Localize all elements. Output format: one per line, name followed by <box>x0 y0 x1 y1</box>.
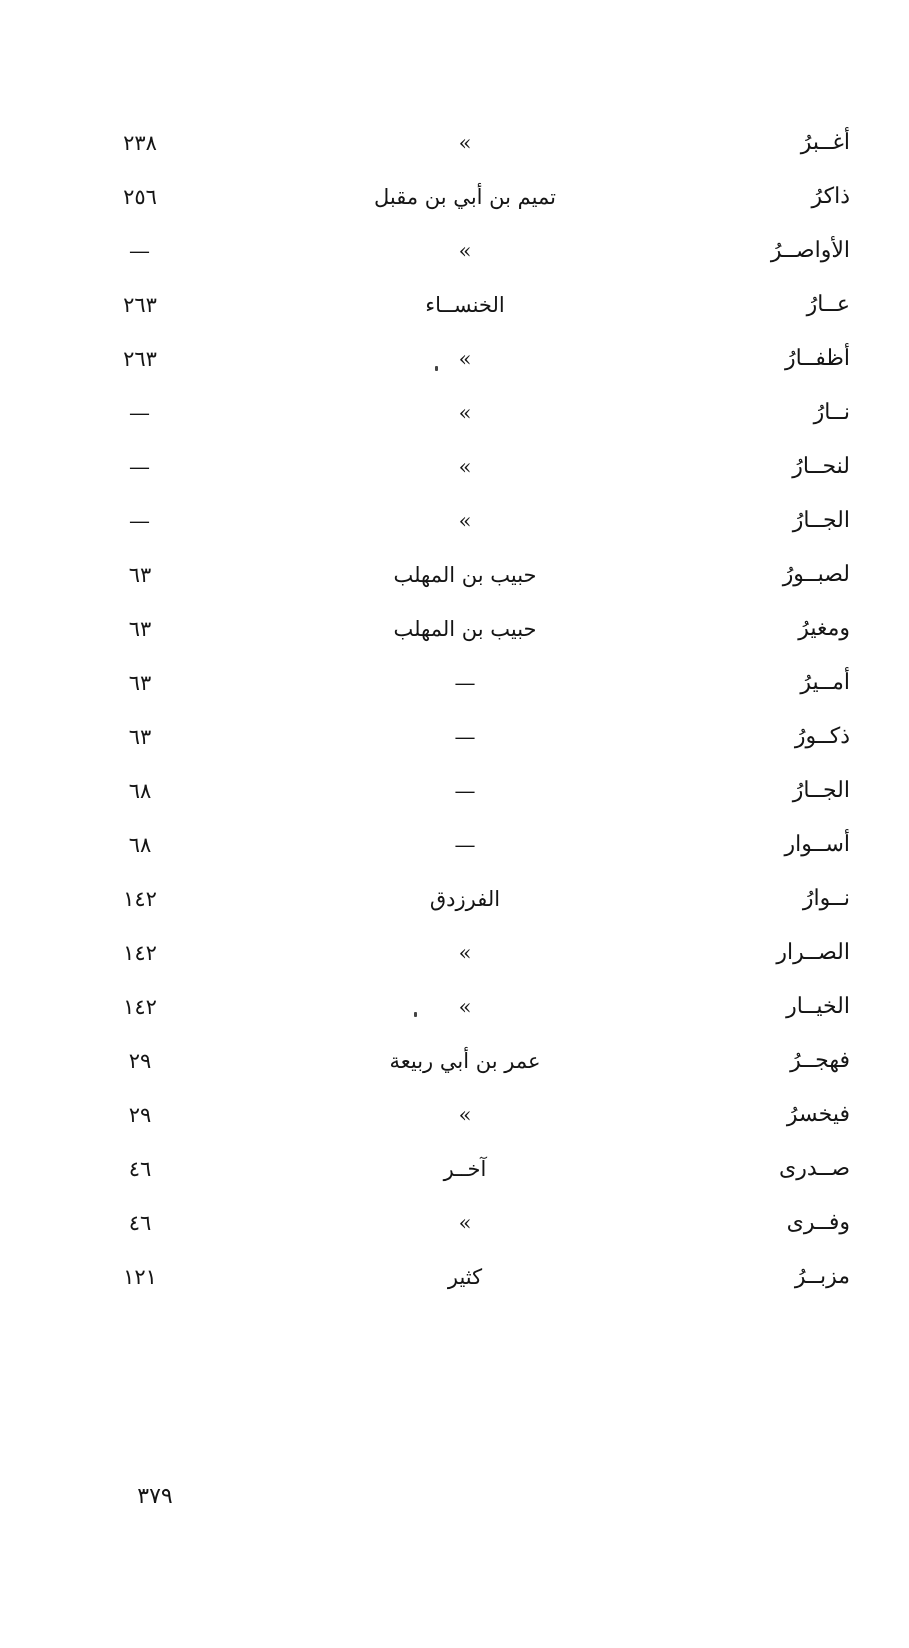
page-reference: ٢٩ <box>128 1103 152 1127</box>
poet-name: » <box>458 1103 472 1127</box>
page-reference: ١٤٢ <box>123 887 157 911</box>
index-row <box>100 506 850 560</box>
poet-name: » <box>458 1211 472 1235</box>
print-speck <box>414 1012 417 1017</box>
page-reference: — <box>129 401 151 425</box>
index-row <box>100 1262 850 1316</box>
rhyme-word: نــارُ <box>813 400 850 425</box>
page-reference: ٢٦٣ <box>123 293 157 317</box>
poet-name: الخنســاء <box>425 293 505 317</box>
rhyme-word: ومغيرُ <box>798 616 850 641</box>
poet-name: الفرزدق <box>429 887 501 911</box>
rhyme-word: مزبــرُ <box>794 1264 850 1289</box>
index-row <box>100 830 850 884</box>
rhyme-word: وفــرى <box>786 1210 850 1235</box>
index-row <box>100 776 850 830</box>
index-row <box>100 452 850 506</box>
page-reference: — <box>129 455 151 479</box>
rhyme-word: نــوارُ <box>802 886 850 911</box>
page-reference: — <box>129 509 151 533</box>
print-speck <box>435 366 438 371</box>
poet-name: تميم بن أبي بن مقبل <box>374 185 556 209</box>
poet-name: حبيب بن المهلب <box>393 563 537 587</box>
page-reference: ٢٦٣ <box>123 347 157 371</box>
rhyme-word: أمــيرُ <box>800 670 850 695</box>
page-reference: ٢٩ <box>128 1049 152 1073</box>
rhyme-word: الصــرار <box>776 940 850 965</box>
poet-name: » <box>458 131 472 155</box>
page-reference: ٤٦ <box>128 1157 152 1181</box>
poet-name: — <box>454 779 476 803</box>
page-reference: ١٤٢ <box>123 995 157 1019</box>
index-row <box>100 128 850 182</box>
rhyme-word: لصبــورُ <box>782 562 850 587</box>
page-number: ٣٧٩ <box>137 1484 173 1509</box>
rhyme-index-table <box>100 128 850 1316</box>
index-row <box>100 614 850 668</box>
index-row <box>100 938 850 992</box>
poet-name: كثير <box>447 1265 483 1289</box>
poet-name: — <box>454 833 476 857</box>
poet-name: » <box>458 347 472 371</box>
rhyme-word: الخيــار <box>786 994 850 1019</box>
page-reference: ٦٣ <box>128 617 152 641</box>
rhyme-word: لنحــارُ <box>792 454 850 479</box>
poet-name: » <box>458 941 472 965</box>
page-reference: ٦٣ <box>128 563 152 587</box>
index-row <box>100 290 850 344</box>
rhyme-word: الأواصــرُ <box>770 238 850 263</box>
index-row <box>100 344 850 398</box>
index-row <box>100 398 850 452</box>
index-row <box>100 1154 850 1208</box>
index-row <box>100 992 850 1046</box>
poet-name: — <box>454 725 476 749</box>
page-reference: ٦٣ <box>128 671 152 695</box>
page-reference: ٢٣٨ <box>123 131 157 155</box>
poet-name: » <box>458 239 472 263</box>
rhyme-word: الجــارُ <box>792 778 850 803</box>
rhyme-word: أســوار <box>784 832 850 857</box>
page-reference: ١٢١ <box>123 1265 157 1289</box>
index-row <box>100 1208 850 1262</box>
rhyme-word: أغــبرُ <box>800 130 850 155</box>
page-reference: ١٤٢ <box>123 941 157 965</box>
page-reference: — <box>129 239 151 263</box>
rhyme-word: الجــارُ <box>792 508 850 533</box>
poet-name: آخــر <box>443 1157 487 1181</box>
page-reference: ٦٣ <box>128 725 152 749</box>
poet-name: » <box>458 455 472 479</box>
poet-name: حبيب بن المهلب <box>393 617 537 641</box>
poet-name: » <box>458 509 472 533</box>
rhyme-word: فيخسرُ <box>786 1102 850 1127</box>
index-row <box>100 1046 850 1100</box>
index-row <box>100 722 850 776</box>
rhyme-word: ذاكرُ <box>811 184 850 209</box>
poet-name: عمر بن أبي ربيعة <box>389 1049 541 1073</box>
index-row <box>100 560 850 614</box>
index-row <box>100 1100 850 1154</box>
rhyme-word: فهجــرُ <box>790 1048 850 1073</box>
poet-name: — <box>454 671 476 695</box>
page-reference: ٦٨ <box>128 779 152 803</box>
index-row <box>100 236 850 290</box>
page-reference: ٢٥٦ <box>123 185 157 209</box>
rhyme-word: أظفــارُ <box>785 346 850 371</box>
index-row <box>100 668 850 722</box>
rhyme-word: صــدرى <box>779 1156 850 1181</box>
poet-name: » <box>458 995 472 1019</box>
rhyme-word: عــارُ <box>806 292 850 317</box>
page-reference: ٤٦ <box>128 1211 152 1235</box>
index-row <box>100 884 850 938</box>
poet-name: » <box>458 401 472 425</box>
rhyme-word: ذكــورُ <box>794 724 850 749</box>
index-row <box>100 182 850 236</box>
page-reference: ٦٨ <box>128 833 152 857</box>
